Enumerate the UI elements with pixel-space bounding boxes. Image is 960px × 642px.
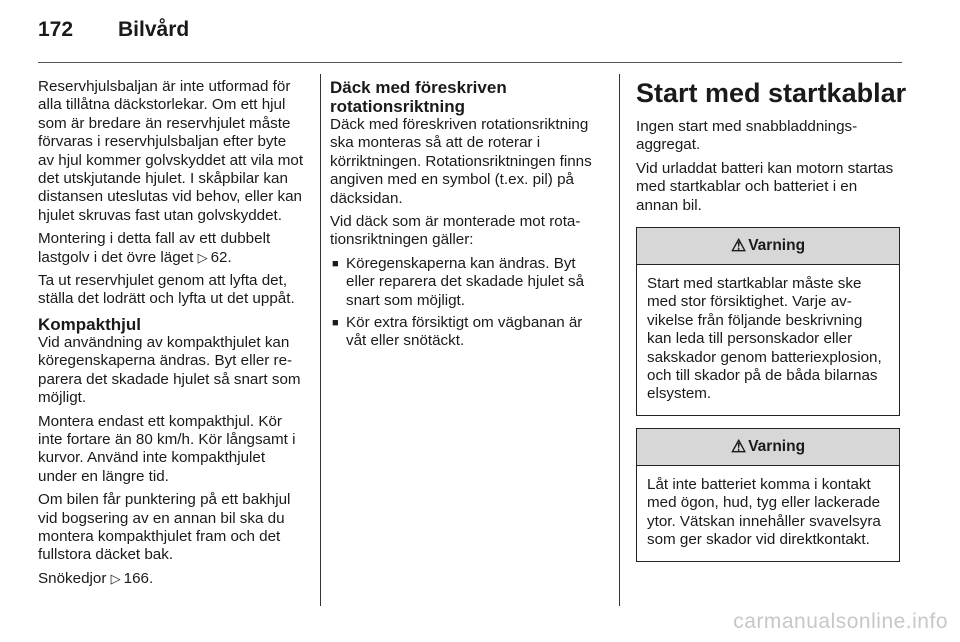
paragraph: Ta ut reservhjulet genom att lyfta det, ställa det lodrätt och lyfta ut det uppåt.	[38, 272, 295, 308]
paragraph: Om bilen får punktering på ett bakhjul vid bogsering av en annan bil ska du montera kompakthjulet fram och det fullstora däcket bak.	[38, 491, 291, 564]
warning-triangle-icon: ⚠	[730, 436, 747, 456]
warning-box	[636, 428, 900, 562]
column-left	[38, 78, 304, 593]
column-right	[636, 78, 907, 562]
warning-header: ⚠ Varning	[637, 429, 899, 466]
page-reference-link[interactable]: 62.	[210, 248, 232, 266]
watermark: carmanualsonline.info	[733, 610, 948, 633]
warning-text: Låt inte batteriet komma i kontakt med ögon, hud, tyg eller lackerade ytor. Vätskan innehåller svavelsyra som ger skador vid direktkontakt.	[647, 475, 881, 549]
subheading-kompakthjul: Kompakthjul	[38, 314, 141, 334]
paragraph: Vid däck som är monterade mot rotationsriktningen gäller:	[330, 213, 581, 249]
section-title: Bilvård	[118, 18, 190, 41]
subheading-rotation: Däck med föreskriven rotationsriktning	[330, 78, 507, 116]
arrow-right-outline-icon: ▷	[110, 570, 121, 586]
warning-header: ⚠ Varning	[637, 228, 899, 265]
page-reference-link[interactable]: 166.	[123, 569, 154, 587]
paragraph: Reservhjulsbaljan är inte utformad för alla tillåtna däckstorlekar. Om ett hjul som är bredare än reservhjulet måste förvaras i reservhjulsbaljan efter byte av hjul kommer golvskyddet att vila mot det utskjutande hjulet. I skåpbilar kan distansen uteslutas vid behov, eller kan hjulet skruvas fast utan golvskyddet.	[38, 78, 304, 224]
column-middle	[330, 78, 602, 355]
column-divider	[619, 74, 620, 606]
paragraph: Vid användning av kompakthjulet kan köregenskaperna ändras. Byt eller reparera det skadade hjulet så snart som möjligt.	[38, 333, 301, 407]
bullet-list	[330, 255, 602, 351]
column-divider	[320, 74, 321, 606]
section-heading: Start med startkablar	[636, 78, 907, 108]
warning-box	[636, 227, 900, 416]
paragraph: Ingen start med snabbladdningsaggregat.	[636, 118, 858, 154]
paragraph: Snökedjor ▷ 166.	[38, 569, 154, 587]
list-item: ■ Köregenskaperna kan ändras. Byt eller reparera det skadade hjulet så snart som möjligt.	[330, 255, 602, 310]
list-item: ■ Kör extra försiktigt om vägbanan är våt eller snötäckt.	[330, 314, 602, 351]
page-number: 172	[38, 18, 74, 41]
warning-text: Start med startkablar måste ske med stor försiktighet. Varje avvikelse från följande beskrivning kan leda till personskador eller sakskador genom batteriexplosion, och till skador på de båda bilarnas elsystem.	[647, 275, 882, 403]
header-rule	[38, 62, 902, 63]
paragraph: Vid urladdat batteri kan motorn startas med startkablar och batteriet i en annan bil.	[636, 159, 894, 214]
paragraph: Montering i detta fall av ett dubbelt lastgolv i det övre läget ▷ 62.	[38, 230, 271, 266]
paragraph: Montera endast ett kompakthjul. Kör inte fortare än 80 km/h. Kör långsamt i kurvor. Använd inte kompakthjulet under en längre tid.	[38, 412, 296, 485]
warning-triangle-icon: ⚠	[730, 235, 747, 255]
paragraph: Däck med föreskriven rotationsriktning ska monteras så att de roterar i körriktningen. Rotationsriktningen finns angiven med en symbol (t.ex. pil) på däcksidan.	[330, 116, 592, 207]
arrow-right-outline-icon: ▷	[197, 249, 208, 265]
